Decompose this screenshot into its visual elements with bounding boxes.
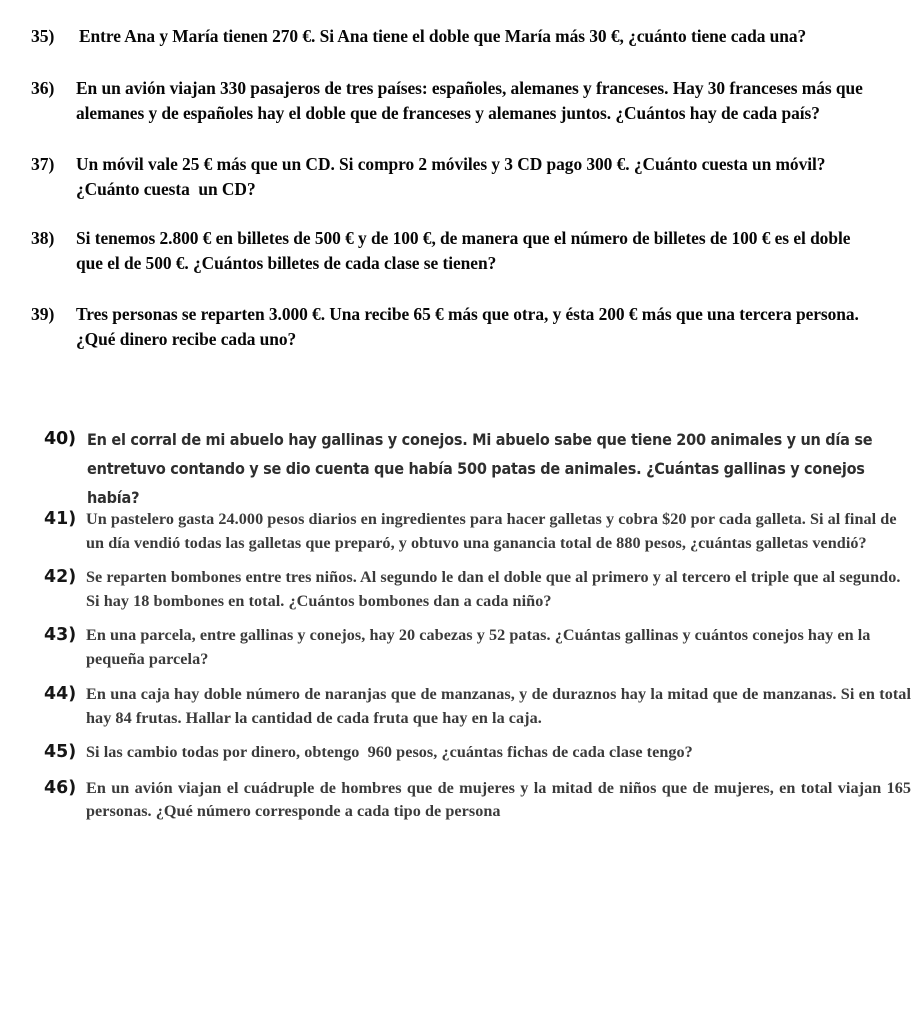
problem-item (0, 152, 919, 203)
problem-number: 41) (44, 509, 77, 529)
problem-number: 40) (44, 429, 76, 449)
problem-item (0, 624, 919, 671)
problem-number: 35) (31, 26, 55, 46)
problem-text: En una caja hay doble número de naranjas que de manzanas, y de duraznos hay la mitad que de manzanas. Si en total hay 84 frutas. Hallar la cantidad de cada fruta que hay en la caja. (86, 685, 911, 727)
problem-text: Si tenemos 2.800 € en billetes de 500 € y de 100 €, de manera que el número de billetes de 100 € es el doble que el de 500 €. ¿Cuántos billetes de cada clase se tienen? (76, 227, 851, 273)
problem-item (0, 566, 919, 613)
problem-number: 44) (44, 684, 77, 704)
problem-text: Un móvil vale 25 € más que un CD. Si compro 2 móviles y 3 CD pago 300 €. ¿Cuánto cuesta un móvil? ¿Cuánto cuesta un CD? (76, 153, 830, 199)
problem-number: 46) (44, 777, 77, 798)
problem-number: 38) (31, 227, 55, 248)
problem-text: En un avión viajan el cuádruple de hombres que de mujeres y la mitad de niños que de mujeres, en total viajan 165 personas. ¿Qué número corresponde a cada tipo de persona (86, 778, 911, 820)
problem-item (0, 226, 919, 277)
problem-item (0, 302, 919, 353)
problem-text: Un pastelero gasta 24.000 pesos diarios en ingredientes para hacer galletas y cobra $20 por cada galleta. Si al final de un día vendió todas las galletas que preparó, y obtuvo una ganancia total de 880 pesos, ¿cuántas galletas vendió? (86, 510, 897, 552)
problem-item (0, 741, 919, 765)
problem-text: En un avión viajan 330 pasajeros de tres países: españoles, alemanes y franceses. Hay 30 franceses más que alemanes y de españoles hay el doble que de franceses y alemanes juntos. ¿Cuántos hay de cada país? (76, 77, 863, 123)
problem-text: Tres personas se reparten 3.000 €. Una recibe 65 € más que otra, y ésta 200 € más que una tercera persona. ¿Qué dinero recibe cada uno? (76, 303, 859, 349)
problem-number: 37) (31, 153, 55, 174)
problem-item (0, 777, 919, 824)
problem-item (0, 425, 919, 512)
problem-number: 36) (31, 77, 55, 98)
problem-number: 39) (31, 303, 55, 324)
problem-text: Entre Ana y María tienen 270 €. Si Ana tiene el doble que María más 30 €, ¿cuánto tiene cada una? (79, 26, 807, 46)
problem-text: En el corral de mi abuelo hay gallinas y conejos. Mi abuelo sabe que tiene 200 animales y un día se entretuvo contando y se dio cuenta que había 500 patas de animales. ¿Cuántas gallinas y conejos había? (87, 430, 873, 507)
problem-section-condensed-sans (0, 425, 919, 512)
problem-number: 45) (44, 742, 77, 762)
problem-number: 42) (44, 567, 77, 587)
problem-text: Se reparten bombones entre tres niños. Al segundo le dan el doble que al primero y al tercero el triple que al segundo. Si hay 18 bombones en total. ¿Cuántos bombones dan a cada niño? (86, 568, 901, 610)
problem-text: Si las cambio todas por dinero, obtengo 960 pesos, ¿cuántas fichas de cada clase tengo? (86, 743, 693, 761)
problem-item (0, 76, 919, 127)
problem-item (0, 683, 919, 730)
problem-section-bold-serif (0, 0, 919, 353)
problem-number: 43) (44, 625, 77, 645)
problem-text: En una parcela, entre gallinas y conejos, hay 20 cabezas y 52 patas. ¿Cuántas gallinas y cuántos conejos hay en la pequeña parcela? (86, 626, 871, 668)
problem-section-gray-serif (0, 508, 919, 824)
problem-item (0, 508, 919, 555)
problem-item (0, 24, 919, 50)
